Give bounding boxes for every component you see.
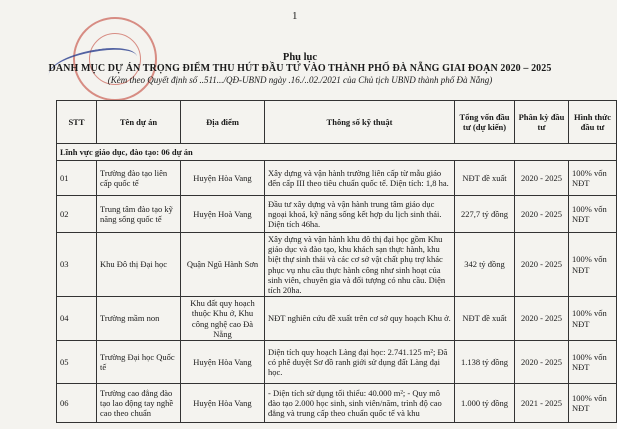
doc-subtitle: DANH MỤC DỰ ÁN TRỌNG ĐIỂM THU HÚT ĐẦU TƯ VÀO THÀNH PHỐ ĐÀ NẴNG GIAI ĐOẠN 2020 – 2025 [48,63,552,74]
cell-capital: 342 tỷ đồng [455,233,515,297]
table-row [57,196,617,233]
cell-period: 2020 - 2025 [515,196,569,233]
page-number: 1 [292,10,298,22]
table-row [57,233,617,297]
col-header-location: Địa điểm [181,101,265,144]
cell-capital: 1.000 tỷ đồng [455,383,515,422]
cell-stt: 06 [57,383,97,422]
cell-stt: 05 [57,340,97,383]
cell-name: Trung tâm đào tạo kỹ năng sống quốc tế [97,196,181,233]
cell-period: 2020 - 2025 [515,233,569,297]
section-label: Lĩnh vực giáo dục, đào tạo: 06 dự án [57,144,617,161]
cell-form: 100% vốn NĐT [569,383,617,422]
cell-spec: Xây dựng và vận hành khu đô thị đại học gồm Khu giáo dục và đào tạo, khu khách sạn thực hành, khu biệt thự sinh thái và các cơ sở vật chất phụ trợ khác phục vụ nhu cầu thực hành công như sinh hoạt của sinh viên, chuyên gia và đối tượng có nhu cầu. Diện tích 20ha. [265,233,455,297]
table-header-row [57,101,617,144]
cell-spec: Xây dựng và vận hành trường liên cấp từ mẫu giáo đến cấp III theo tiêu chuẩn quốc tế. Diện tích: 1,8 ha. [265,161,455,196]
cell-location: Huyện Hoà Vang [181,196,265,233]
cell-name: Khu Đô thị Đại học [97,233,181,297]
cell-spec: Đầu tư xây dựng và vận hành trung tâm giáo dục ngoại khoá, kỹ năng sống kết hợp du lịch sinh thái. Diện tích 46ha. [265,196,455,233]
table-row [57,297,617,341]
cell-capital: 1.138 tỷ đồng [455,340,515,383]
col-header-capital: Tổng vốn đầu tư (dự kiến) [455,101,515,144]
decision-note: (Kèm theo Quyết định số ..511.../QĐ-UBND ngày .16./..02./2021 của Chủ tịch UBND thành phố Đà Nẵng) [107,75,493,85]
cell-location: Huyện Hòa Vang [181,340,265,383]
cell-capital: 227,7 tỷ đồng [455,196,515,233]
cell-name: Trường mầm non [97,297,181,341]
cell-spec: - Diện tích sử dụng tối thiểu: 40.000 m²; - Quy mô đào tạo 2.000 học sinh, sinh viên/năm, trình độ cao đẳng và trung cấp theo chuẩn quốc tế và khu [265,383,455,422]
cell-period: 2020 - 2025 [515,297,569,341]
cell-location: Huyện Hòa Vang [181,383,265,422]
cell-stt: 03 [57,233,97,297]
cell-stt: 01 [57,161,97,196]
col-header-stt: STT [57,101,97,144]
cell-location: Quận Ngũ Hành Sơn [181,233,265,297]
col-header-spec: Thông số kỹ thuật [265,101,455,144]
doc-title: Phụ lục [282,52,318,63]
col-header-name: Tên dự án [97,101,181,144]
cell-period: 2021 - 2025 [515,383,569,422]
cell-form: 100% vốn NĐT [569,196,617,233]
cell-capital: NĐT đề xuất [455,161,515,196]
cell-period: 2020 - 2025 [515,340,569,383]
cell-name: Trường Đại học Quốc tế [97,340,181,383]
cell-stt: 04 [57,297,97,341]
cell-form: 100% vốn NĐT [569,161,617,196]
cell-form: 100% vốn NĐT [569,340,617,383]
cell-period: 2020 - 2025 [515,161,569,196]
section-row [57,144,617,161]
col-header-period: Phân kỳ đầu tư [515,101,569,144]
col-header-form: Hình thức đầu tư [569,101,617,144]
cell-spec: NĐT nghiên cứu đề xuất trên cơ sở quy hoạch Khu ở. [265,297,455,341]
table-row [57,340,617,383]
table-row [57,161,617,196]
cell-location: Huyện Hòa Vang [181,161,265,196]
cell-form: 100% vốn NĐT [569,297,617,341]
cell-stt: 02 [57,196,97,233]
cell-location: Khu đất quy hoạch thuộc Khu ở, Khu công nghệ cao Đà Nẵng [181,297,265,341]
table-row [57,383,617,422]
cell-form: 100% vốn NĐT [569,233,617,297]
cell-name: Trường đào tạo liên cấp quốc tế [97,161,181,196]
cell-capital: NĐT đề xuất [455,297,515,341]
cell-name: Trường cao đẳng đào tạo lao động tay nghề cao theo chuẩn [97,383,181,422]
project-table [56,100,617,423]
cell-spec: Diện tích quy hoạch Làng đại học: 2.741.125 m²; Đã có phê duyệt Sơ đồ ranh giới sử dụng đất Làng đại học. [265,340,455,383]
